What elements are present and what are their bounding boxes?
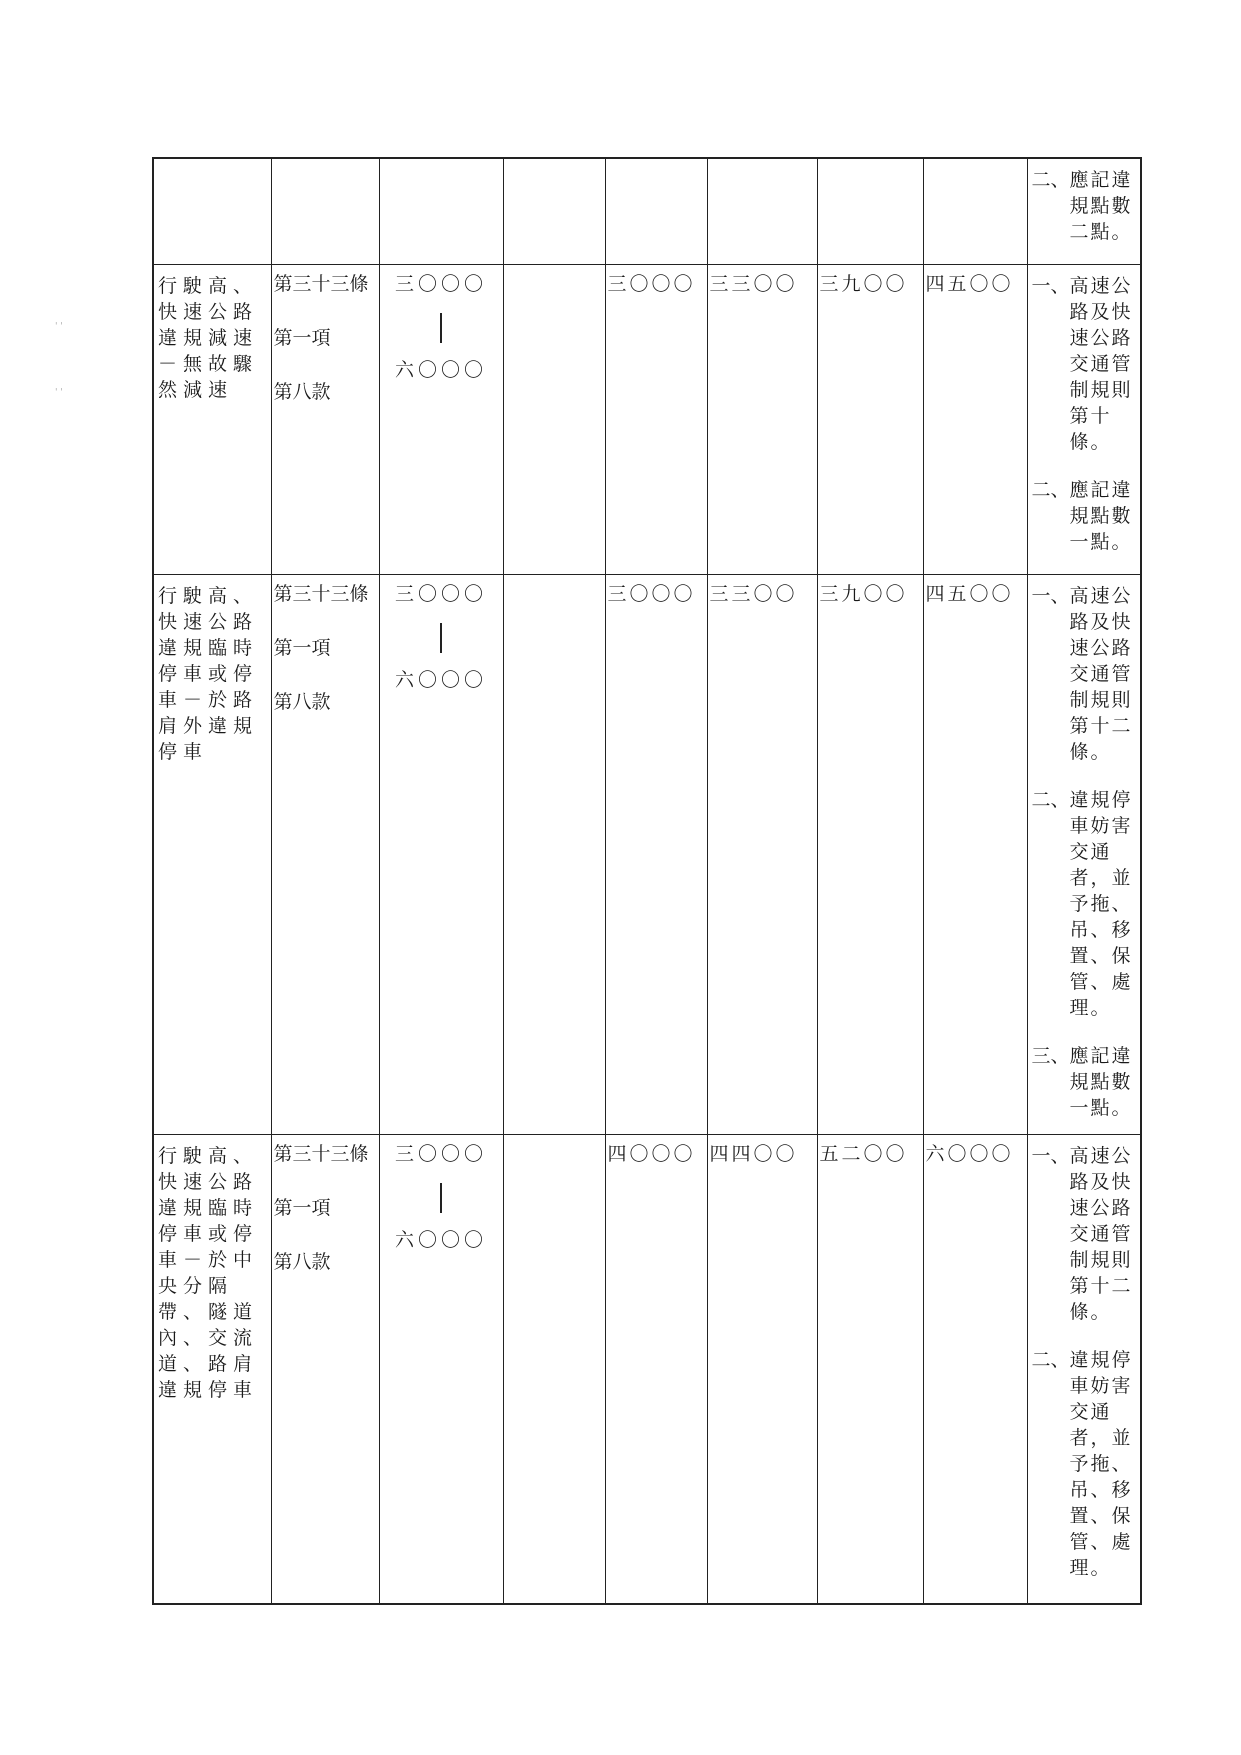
law-article-line: 第一項	[273, 1196, 331, 1219]
fine-range-max: 六〇〇〇	[394, 668, 487, 691]
violation-name: 行駛高、快速公路違規臨時停車或停車－於路肩外違規停車	[158, 584, 259, 763]
law-article-line: 第三十三條	[273, 582, 369, 605]
remark-text: 違規停車妨害交通者，並予拖、吊、移置、保管、處理。	[1069, 1348, 1133, 1579]
fine-range-cell	[379, 158, 503, 264]
remark-item	[1030, 477, 1137, 555]
fee-cell	[817, 574, 923, 1134]
fee-cell	[817, 158, 923, 264]
law-article-cell	[271, 574, 379, 1134]
remarks-cell	[1027, 264, 1141, 574]
remark-item	[1030, 1143, 1137, 1325]
violation-name-cell	[153, 264, 271, 574]
fee-cell	[605, 158, 707, 264]
fee-amount: 四四〇〇	[709, 1142, 798, 1165]
fine-range-max: 六〇〇〇	[394, 358, 487, 381]
fine-range-cell	[379, 1134, 503, 1604]
fee-cell	[707, 574, 817, 1134]
empty-cell	[503, 574, 605, 1134]
law-article-line: 第一項	[273, 326, 331, 349]
fee-amount	[606, 159, 707, 165]
law-article-cell	[271, 1134, 379, 1604]
remark-text: 應記違規點數一點。	[1069, 1044, 1133, 1119]
range-dash	[440, 623, 442, 653]
remark-text: 高速公路及快速公路交通管制規則第十條。	[1069, 274, 1133, 453]
fee-cell	[605, 1134, 707, 1604]
fee-cell	[707, 1134, 817, 1604]
violation-name-cell	[153, 158, 271, 264]
law-article-line: 第八款	[273, 690, 331, 713]
fee-cell	[923, 1134, 1027, 1604]
fee-cell	[923, 158, 1027, 264]
remark-text: 違規停車妨害交通者，並予拖、吊、移置、保管、處理。	[1069, 788, 1133, 1019]
remark-number: 二、	[1031, 169, 1070, 191]
table-row	[153, 158, 1141, 264]
fee-amount: 三〇〇〇	[607, 582, 696, 605]
remark-text: 應記違規點數一點。	[1069, 478, 1133, 553]
fee-cell	[707, 158, 817, 264]
fee-amount: 三三〇〇	[709, 272, 798, 295]
fee-amount: 三三〇〇	[709, 582, 798, 605]
law-article-line: 第一項	[273, 636, 331, 659]
violation-name-cell	[153, 574, 271, 1134]
empty-cell	[503, 158, 605, 264]
fine-range-max: 六〇〇〇	[394, 1228, 487, 1251]
violation-name: 行駛高、快速公路違規臨時停車或停車－於中央分隔帶、隧道內、交流道、路肩違規停車	[158, 1144, 259, 1401]
fee-amount: 四五〇〇	[925, 272, 1014, 295]
remarks-cell	[1027, 1134, 1141, 1604]
law-article-line: 第八款	[273, 380, 331, 403]
remark-number: 一、	[1031, 274, 1070, 297]
law-article-line: 第三十三條	[273, 1142, 369, 1165]
fee-cell	[707, 264, 817, 574]
fee-amount: 四五〇〇	[925, 582, 1014, 605]
fee-amount: 三九〇〇	[819, 582, 908, 605]
fee-amount: 五二〇〇	[819, 1142, 908, 1165]
scan-mark: ' '	[55, 388, 63, 398]
table-row	[153, 1134, 1141, 1604]
empty-cell	[503, 264, 605, 574]
empty-cell	[503, 1134, 605, 1604]
remark-number: 二、	[1031, 788, 1070, 811]
fee-cell	[817, 1134, 923, 1604]
remark-item	[1030, 1347, 1137, 1581]
remark-item	[1030, 583, 1137, 765]
law-article-cell	[271, 158, 379, 264]
fine-range-cell	[379, 574, 503, 1134]
remark-number: 一、	[1031, 584, 1070, 607]
remark-item	[1030, 1043, 1137, 1121]
remarks-cell	[1027, 574, 1141, 1134]
law-article-line: 第三十三條	[273, 272, 369, 295]
remark-number: 三、	[1031, 1044, 1070, 1067]
fee-amount	[708, 159, 817, 165]
violation-name: 行駛高、快速公路違規減速－無故驟然減速	[158, 274, 259, 401]
fine-range-cell	[379, 264, 503, 574]
law-article-cell	[271, 264, 379, 574]
scan-mark: ' '	[55, 322, 63, 332]
fee-amount: 六〇〇〇	[925, 1142, 1014, 1165]
penalty-table	[152, 157, 1142, 1605]
fee-cell	[923, 264, 1027, 574]
remark-number: 二、	[1031, 478, 1070, 501]
remark-item	[1030, 273, 1137, 455]
fee-cell	[923, 574, 1027, 1134]
table-row	[153, 264, 1141, 574]
fee-amount	[924, 159, 1027, 165]
fine-range-min: 三〇〇〇	[394, 582, 487, 605]
fee-cell	[605, 264, 707, 574]
remark-number: 一、	[1031, 1144, 1070, 1167]
table-row	[153, 574, 1141, 1134]
fine-range-min: 三〇〇〇	[394, 272, 487, 295]
fee-cell	[605, 574, 707, 1134]
law-article-line: 第八款	[273, 1250, 331, 1273]
remark-item	[1030, 787, 1137, 1021]
fee-amount	[818, 159, 923, 165]
remark-text: 應記違規點數二點。	[1069, 169, 1133, 243]
fine-range-min: 三〇〇〇	[394, 1142, 487, 1165]
fee-amount: 三九〇〇	[819, 272, 908, 295]
remarks-cell	[1027, 158, 1141, 264]
fee-cell	[817, 264, 923, 574]
remark-text: 高速公路及快速公路交通管制規則第十二條。	[1069, 584, 1133, 763]
violation-name-cell	[153, 1134, 271, 1604]
remark-number: 二、	[1031, 1348, 1070, 1371]
fee-amount: 三〇〇〇	[607, 272, 696, 295]
remark-text: 高速公路及快速公路交通管制規則第十二條。	[1069, 1144, 1133, 1323]
range-dash	[440, 313, 442, 343]
range-dash	[440, 1183, 442, 1213]
remark-item	[1030, 167, 1137, 245]
violation-name	[154, 159, 271, 167]
fee-amount: 四〇〇〇	[607, 1142, 696, 1165]
